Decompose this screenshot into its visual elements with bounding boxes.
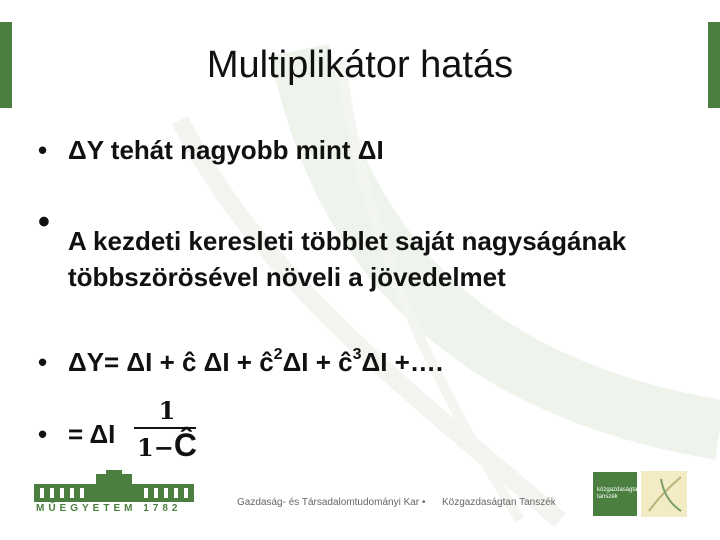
- bullet-text: ΔY tehát nagyobb mint ΔI: [68, 135, 384, 165]
- multiplier-series-formula: [68, 345, 443, 379]
- university-logo-text: MŰEGYETEM 1782: [36, 503, 182, 514]
- slide-title: Multiplikátor hatás: [206, 44, 514, 86]
- department-badge-text: közgazdaságtan tanszék: [597, 487, 641, 500]
- footer-department: Közgazdaságtan Tanszék: [442, 497, 556, 508]
- formula-part-3: ΔI +….: [361, 347, 444, 377]
- fraction-numerator: 1: [158, 396, 176, 425]
- bullet-text-line-1: A kezdeti keresleti többlet saját nagyságának: [68, 226, 627, 256]
- bullet-dot: •: [38, 347, 48, 377]
- exponent-3: 3: [352, 346, 362, 363]
- bullet-text-line-2: többszörösével növeli a jövedelmet: [68, 262, 506, 292]
- footer-separator: •: [422, 497, 426, 508]
- formula-part-1: ΔY= ΔI + ĉ ΔI + ĉ: [68, 347, 274, 377]
- footer-faculty: Gazdaság- és Társadalomtudományi Kar: [237, 497, 420, 508]
- multiplier-fraction: [134, 397, 200, 462]
- bullet-dot: •: [38, 419, 48, 449]
- denominator-symbol: Ĉ: [173, 427, 197, 463]
- bullet-dot: •: [38, 135, 48, 165]
- bullet-dot: •: [38, 203, 50, 241]
- corner-leaf-icon: [641, 471, 687, 517]
- exponent-2: 2: [273, 346, 283, 363]
- formula-part-2: ΔI + ĉ: [282, 347, 353, 377]
- bullet-text: [68, 223, 626, 295]
- department-badge: [593, 472, 641, 516]
- multiplier-result-prefix: = ΔI: [68, 419, 116, 449]
- denominator-prefix: 1−: [137, 433, 174, 462]
- fraction-denominator: [134, 427, 200, 463]
